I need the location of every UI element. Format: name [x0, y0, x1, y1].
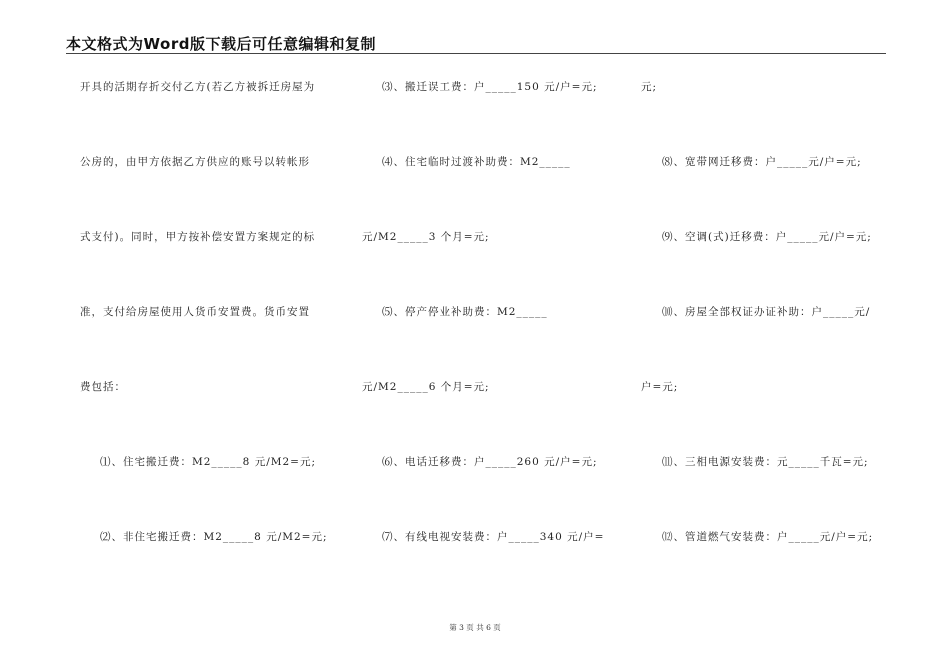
text-line: 元/M2_____6 个月=元; — [362, 381, 490, 393]
header-title: 本文格式为Word版下载后可任意编辑和复制 — [66, 35, 376, 53]
text-line: ⑾、三相电源安装费：元_____千瓦=元; — [662, 456, 869, 468]
text-line: ⑷、住宅临时过渡补助费：M2_____ — [382, 156, 571, 168]
page-number-footer: 第 3 页 共 6 页 — [449, 623, 501, 632]
text-line: ⑴、住宅搬迁费：M2_____8 元/M2=元; — [100, 456, 317, 468]
text-line: 户=元; — [641, 381, 679, 393]
text-line: ⑺、有线电视安装费：户_____340 元/户= — [382, 531, 605, 543]
text-line: 费包括： — [80, 381, 126, 393]
text-line: 元; — [641, 81, 658, 93]
text-line: ⑽、房屋全部权证办证补助：户_____元/ — [662, 306, 871, 318]
text-line: ⑻、宽带网迁移费：户_____元/户=元; — [662, 156, 862, 168]
text-line: ⑿、管道燃气安装费：户_____元/户=元; — [662, 531, 874, 543]
text-line: ⑵、非住宅搬迁费：M2_____8 元/M2=元; — [100, 531, 328, 543]
text-line: ⑼、空调(式)迁移费：户_____元/户=元; — [662, 231, 872, 243]
header-divider — [66, 53, 886, 54]
text-line: ⑶、搬迁误工费：户_____150 元/户=元; — [382, 81, 598, 93]
text-line: 公房的，由甲方依据乙方供应的账号以转帐形 — [80, 156, 310, 168]
text-line: 准，支付给房屋使用人货币安置费。货币安置 — [80, 306, 310, 318]
text-line: 元/M2_____3 个月=元; — [362, 231, 490, 243]
text-line: 开具的活期存折交付乙方(若乙方被拆迁房屋为 — [80, 81, 316, 93]
text-line: 式支付)。同时，甲方按补偿安置方案规定的标 — [80, 231, 316, 243]
document-header — [66, 30, 886, 52]
text-line: ⑹、电话迁移费：户_____260 元/户=元; — [382, 456, 598, 468]
text-line: ⑸、停产停业补助费：M2_____ — [382, 306, 548, 318]
